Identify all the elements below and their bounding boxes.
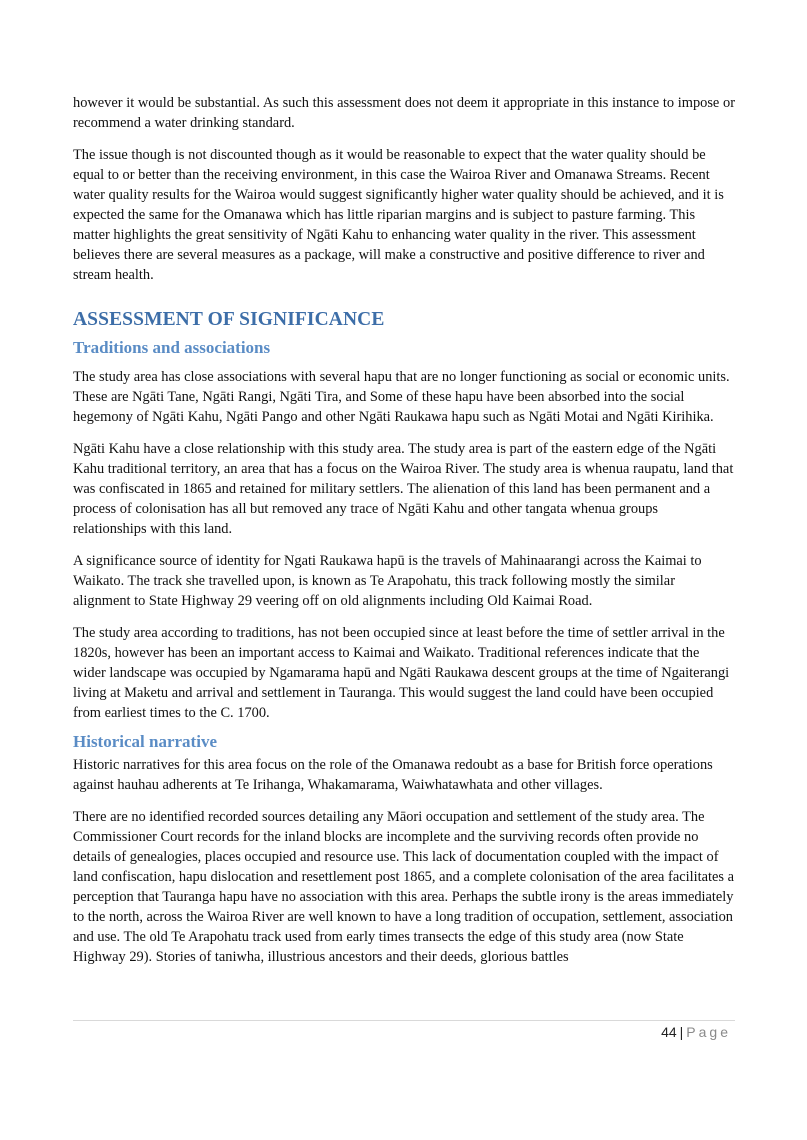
section-heading: ASSESSMENT OF SIGNIFICANCE — [73, 309, 385, 330]
traditions-paragraph-2: Ngāti Kahu have a close relationship with this study area. The study area is part of the eastern edge of the Ngāti Kahu traditional territory, an area that has a focus on the Wairoa River. The study area is whenua raupatu, land that was confiscated in 1865 and retained for military settlers. The alienation of this land has been permanent and a process of colonisation has all but removed any trace of Ngāti Kahu and other tangata whenua groups relationships with this land. — [73, 441, 734, 537]
page-content — [73, 93, 735, 967]
historical-paragraph-1: Historic narratives for this area focus on the role of the Omanawa redoubt as a base for British force operations against hauhau adherents at Te Irihanga, Whakamarama, Waiwhatawhata and other villages. — [73, 757, 713, 793]
intro-paragraph-2: The issue though is not discounted though as it would be reasonable to expect that the water quality should be equal to or better than the receiving environment, in this case the Wairoa River and Omanawa Streams. Recent water quality results for the Wairoa would suggest significantly higher water quality should be achieved, and it is expected the same for the Omanawa which has little riparian margins and is subject to pasture farming. This matter highlights the great sensitivity of Ngāti Kahu to enhancing water quality in the river. This assessment believes there are several measures as a package, will make a constructive and positive difference to river and stream health. — [73, 147, 724, 283]
page-label: Page — [686, 1024, 731, 1040]
footer-separator: | — [679, 1024, 684, 1040]
page-footer — [661, 1023, 731, 1041]
traditions-paragraph-4: The study area according to traditions, has not been occupied since at least before the time of settler arrival in the 1820s, however has been an important access to Kaimai and Waikato. Traditional references indicate that the wider landscape was occupied by Ngamarama hapū and Ngāti Raukawa descent groups at the time of Ngaiterangi living at Maketu and arrival and settlement in Tauranga. This would suggest the land could have been occupied from earliest times to the C. 1700. — [73, 625, 730, 721]
traditions-paragraph-3: A significance source of identity for Ngati Raukawa hapū is the travels of Mahinaarangi across the Kaimai to Waikato. The track she travelled upon, is known as Te Arapohatu, this track following mostly the similar alignment to State Highway 29 veering off on old alignments including Old Kaimai Road. — [73, 553, 702, 609]
historical-paragraph-2: There are no identified recorded sources detailing any Māori occupation and settlement of the study area. The Commissioner Court records for the inland blocks are incomplete and the surviving records often provide no details of genealogies, places occupied and resource use. This lack of documentation coupled with the impact of land confiscation, hapu dislocation and resettlement post 1865, and a complete colonisation of the area facilitates a perception that Tauranga hapu have no association with this area. Perhaps the subtle irony is the areas immediately to the north, across the Wairoa River are well known to have a long tradition of occupation, settlement, association and use. The old Te Arapohatu track used from early times transects the edge of this study area (now State Highway 29). Stories of taniwha, illustrious ancestors and their deeds, glorious battles — [73, 809, 734, 965]
subheading-traditions: Traditions and associations — [73, 338, 271, 357]
footer-divider — [73, 1020, 735, 1021]
traditions-paragraph-1: The study area has close associations with several hapu that are no longer functioning as social or economic units. These are Ngāti Tane, Ngāti Rangi, Ngāti Tira, and Some of these hapu have been absorbed into the social hegemony of Ngāti Kahu, Ngāti Pango and other Ngāti Raukawa hapu such as Ngāti Motai and Ngāti Kirihika. — [73, 369, 730, 425]
page-number: 44 — [661, 1024, 677, 1040]
subheading-historical: Historical narrative — [73, 732, 217, 751]
intro-paragraph-1: however it would be substantial. As such this assessment does not deem it appropriate in this instance to impose or recommend a water drinking standard. — [73, 95, 735, 131]
